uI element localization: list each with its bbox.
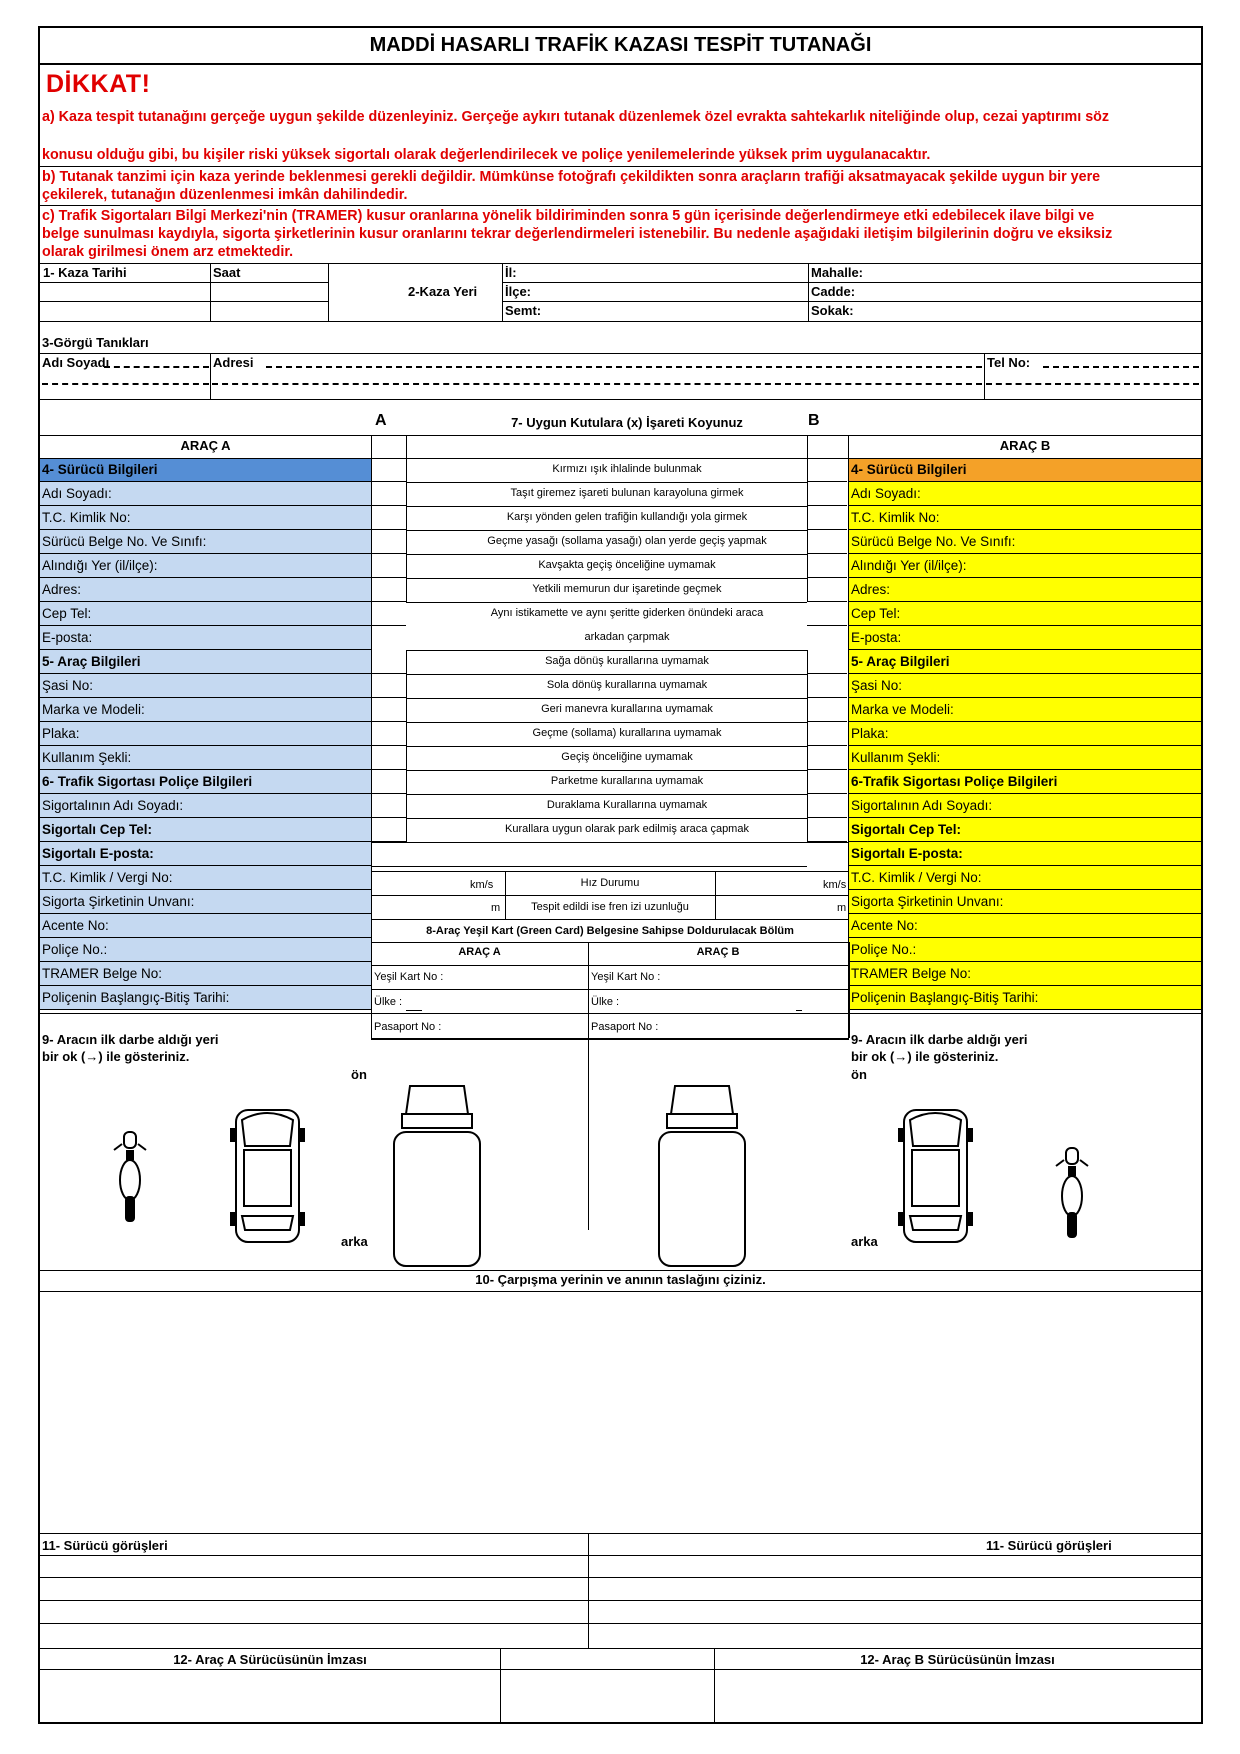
vehicle-b-field-row[interactable]: Adres:	[849, 578, 1201, 602]
rule-checkbox-a[interactable]	[372, 698, 406, 722]
province-label[interactable]: İl:	[505, 265, 517, 280]
brake-unit-b: m	[837, 902, 847, 914]
vehicle-a-field-row[interactable]: Alındığı Yer (il/ilçe):	[40, 554, 371, 578]
vehicle-b-field-row: 5- Araç Bilgileri	[849, 650, 1201, 674]
vehicle-b-field-row[interactable]: Cep Tel:	[849, 602, 1201, 626]
witness-tel-field[interactable]	[986, 370, 1199, 396]
vehicle-a-field-row[interactable]: Sigorta Şirketinin Unvanı:	[40, 890, 371, 914]
vehicle-b-field-row[interactable]: Sigortalının Adı Soyadı:	[849, 794, 1201, 818]
front-label-b: ön	[851, 1067, 867, 1082]
rule-checkbox-a[interactable]	[372, 602, 406, 626]
speed-a-field[interactable]	[374, 873, 466, 893]
rule-checkbox-a[interactable]	[372, 770, 406, 794]
motorcycle-b-icon[interactable]	[1052, 1142, 1092, 1242]
rule-checkbox-a[interactable]	[372, 458, 406, 482]
semt-label[interactable]: Semt:	[505, 303, 542, 318]
warning-c-line1: c) Trafik Sigortaları Bilgi Merkezi'nin (TRAMER) kusur oranlarına yönelik bildiriminden sonra 5 gün içerisinde değerlendirmeye etki edebilecek ilave bilgi ve	[42, 208, 1095, 224]
rule-checkbox-b[interactable]	[807, 818, 847, 842]
brake-b-field[interactable]	[718, 897, 833, 917]
rule-checkbox-b[interactable]	[807, 794, 847, 818]
rule-checkbox-a[interactable]	[372, 794, 406, 818]
rule-checkbox-a[interactable]	[372, 746, 406, 770]
rule-checkbox-b[interactable]	[807, 722, 847, 746]
vehicle-b-field-row: 4- Sürücü Bilgileri	[849, 458, 1201, 482]
witness-heading: 3-Görgü Tanıkları	[42, 335, 149, 350]
green-card-a-heading: ARAÇ A	[458, 946, 501, 958]
vehicle-a-field-row[interactable]: Sigortalının Adı Soyadı:	[40, 794, 371, 818]
rule-text: Taşıt giremez işareti bulunan karayoluna girmek	[510, 487, 744, 499]
rule-checkbox-b[interactable]	[807, 650, 847, 674]
vehicle-a-field-row[interactable]: Acente No:	[40, 914, 371, 938]
brake-a-field[interactable]	[374, 897, 486, 917]
warning-c-line3: olarak girilmesi önem arz etmektedir.	[42, 244, 294, 260]
opinion-b-field[interactable]	[590, 1556, 1199, 1646]
rule-checkbox-b[interactable]	[807, 554, 847, 578]
green-card-a-country[interactable]: Ülke :	[374, 996, 403, 1008]
rule-checkbox-a[interactable]	[372, 530, 406, 554]
signature-b-field[interactable]	[716, 1671, 1199, 1722]
witness-address-field[interactable]	[212, 370, 982, 396]
vehicle-a-heading: ARAÇ A	[180, 438, 231, 453]
rule-checkbox-b[interactable]	[807, 506, 847, 530]
vehicle-a-field-row[interactable]: Sürücü Belge No. Ve Sınıfı:	[40, 530, 371, 554]
rule-checkbox-a[interactable]	[372, 482, 406, 506]
rule-checkbox-a[interactable]	[372, 650, 406, 674]
rule-text: Kurallara uygun olarak park edilmiş araca çapmak	[505, 823, 749, 835]
vehicle-a-field-row[interactable]: E-posta:	[40, 626, 371, 650]
rear-label-a: arka	[341, 1234, 368, 1249]
vehicle-b-heading: ARAÇ B	[999, 438, 1051, 453]
form-title: MADDİ HASARLI TRAFİK KAZASI TESPİT TUTANAĞI	[369, 34, 872, 56]
rule-checkbox-a[interactable]	[372, 578, 406, 602]
signature-a-field[interactable]	[42, 1671, 498, 1722]
vehicle-a-field-row[interactable]: Cep Tel:	[40, 602, 371, 626]
rule-checkbox-b[interactable]	[807, 578, 847, 602]
speed-unit-a: km/s	[470, 879, 494, 891]
vehicle-a-field-row[interactable]: T.C. Kimlik / Vergi No:	[40, 866, 371, 890]
rule-text: Sağa dönüş kurallarına uymamak	[545, 655, 709, 667]
vehicle-b-letter: B	[808, 412, 820, 429]
vehicle-a-field-row[interactable]: Poliçe No.:	[40, 938, 371, 962]
district-label[interactable]: İlçe:	[505, 284, 532, 299]
vehicle-b-field-row[interactable]: Adı Soyadı:	[849, 482, 1201, 506]
vehicle-b-field-row[interactable]: Sigortalı E-posta:	[849, 842, 1201, 866]
neighborhood-label[interactable]: Mahalle:	[811, 265, 864, 280]
green-card-title: 8-Araç Yeşil Kart (Green Card) Belgesine Sahipse Doldurulacak Bölüm	[426, 925, 794, 937]
front-label-a: ön	[351, 1067, 367, 1082]
checkbox-title: 7- Uygun Kutulara (x) İşareti Koyunuz	[511, 415, 743, 430]
rule-checkbox-b[interactable]	[807, 770, 847, 794]
rule-text: Karşı yönden gelen trafiğin kullandığı yola girmek	[506, 511, 748, 523]
rule-text: Sola dönüş kurallarına uymamak	[546, 679, 708, 691]
rear-label-b: arka	[851, 1234, 878, 1249]
vehicle-b-field-row[interactable]: Kullanım Şekli:	[849, 746, 1201, 770]
vehicle-b-field-row[interactable]: Sigorta Şirketinin Unvanı:	[849, 890, 1201, 914]
vehicle-b-field-row[interactable]: Alındığı Yer (il/ilçe):	[849, 554, 1201, 578]
sketch-title: 10- Çarpışma yerinin ve anının taslağını çiziniz.	[475, 1272, 766, 1287]
green-card-b-country[interactable]: Ülke :	[591, 996, 620, 1008]
accident-time-field[interactable]	[213, 283, 326, 300]
accident-place-label: 2-Kaza Yeri	[408, 284, 478, 299]
rule-text: arkadan çarpmak	[584, 631, 670, 643]
rule-text: Aynı istikamette ve aynı şeritte giderken önündeki araca	[490, 607, 764, 619]
vehicle-a-field-row[interactable]: Plaka:	[40, 722, 371, 746]
rule-checkbox-b[interactable]	[807, 698, 847, 722]
witness-tel-label: Tel No:	[987, 355, 1031, 370]
accident-report-form	[38, 26, 1203, 1724]
sketch-area[interactable]	[42, 1293, 1199, 1531]
witness-name-field[interactable]	[42, 370, 208, 396]
vehicle-a-field-row[interactable]: Kullanım Şekli:	[40, 746, 371, 770]
avenue-label[interactable]: Cadde:	[811, 284, 856, 299]
truck-b-icon[interactable]	[657, 1084, 747, 1269]
warning-b-line2: çekilerek, tutanağın düzenlenmesi imkân dahilindedir.	[42, 187, 408, 203]
vehicle-a-field-row[interactable]: Marka ve Modeli:	[40, 698, 371, 722]
rule-checkbox-a[interactable]	[372, 554, 406, 578]
car-a-icon[interactable]	[230, 1106, 305, 1246]
witness-name-label: Adı Soyadı	[42, 355, 110, 370]
green-card-a-passport[interactable]: Pasaport No :	[374, 1021, 442, 1033]
vehicle-a-field-row[interactable]: Sigortalı Cep Tel:	[40, 818, 371, 842]
vehicle-b-field-row[interactable]: E-posta:	[849, 626, 1201, 650]
vehicle-b-field-row[interactable]: Sigortalı Cep Tel:	[849, 818, 1201, 842]
truck-a-icon[interactable]	[392, 1084, 482, 1269]
vehicle-b-field-row[interactable]: Marka ve Modeli:	[849, 698, 1201, 722]
vehicle-a-field-row[interactable]: T.C. Kimlik No:	[40, 506, 371, 530]
rule-text: Geçme (sollama) kurallarına uymamak	[532, 727, 722, 739]
rule-checkbox-b[interactable]	[807, 674, 847, 698]
signature-b-label: 12- Araç B Sürücüsünün İmzası	[860, 1652, 1055, 1667]
opinion-a-field[interactable]	[42, 1556, 586, 1646]
rule-text: Geçiş önceliğine uymamak	[561, 751, 693, 763]
rule-checkbox-b[interactable]	[807, 482, 847, 506]
vehicle-a-field-row[interactable]: Adı Soyadı:	[40, 482, 371, 506]
green-card-b-number[interactable]: Yeşil Kart No :	[591, 971, 661, 983]
impact-a-label: 9- Aracın ilk darbe aldığı yeri bir ok (→) ile gösteriniz.	[42, 1032, 219, 1064]
signature-a-label: 12- Araç A Sürücüsünün İmzası	[173, 1652, 367, 1667]
warning-a-line2: konusu olduğu gibi, bu kişiler riski yüksek sigortalı olarak değerlendirilecek ve poliçe yenilemelerinde yüksek prim uygulanacaktır.	[42, 147, 931, 163]
vehicle-a-field-row: 4- Sürücü Bilgileri	[40, 458, 371, 482]
vehicle-b-field-row[interactable]: Şasi No:	[849, 674, 1201, 698]
rule-checkbox-b[interactable]	[807, 458, 847, 482]
rule-text: Parketme kurallarına uymamak	[550, 775, 704, 787]
vehicle-a-field-row[interactable]: Adres:	[40, 578, 371, 602]
rule-checkbox-a[interactable]	[372, 722, 406, 746]
vehicle-b-field-row[interactable]: T.C. Kimlik / Vergi No:	[849, 866, 1201, 890]
vehicle-b-field-row[interactable]: T.C. Kimlik No:	[849, 506, 1201, 530]
warning-c-line2: belge sunulması kaydıyla, sigorta şirketlerinin kusur oranlarını tekrar değerlendirmeleri istenebilir. Bu nedenle aşağıdaki iletişim bilgilerinin doğru ve eksiksiz	[42, 226, 1113, 242]
vehicle-a-field-row: 6- Trafik Sigortası Poliçe Bilgileri	[40, 770, 371, 794]
rule-checkbox-a[interactable]	[372, 506, 406, 530]
accident-date-field[interactable]	[43, 283, 208, 300]
accident-date-label: 1- Kaza Tarihi	[43, 265, 127, 280]
accident-time-label: Saat	[213, 265, 241, 280]
rule-checkbox-b[interactable]	[807, 746, 847, 770]
warning-heading: DİKKAT!	[46, 70, 151, 98]
brake-label: Tespit edildi ise fren izi uzunluğu	[531, 901, 689, 913]
speed-label: Hız Durumu	[580, 877, 640, 889]
rule-text: Kavşakta geçiş önceliğine uymamak	[538, 559, 716, 571]
rule-text: Geri manevra kurallarına uymamak	[541, 703, 713, 715]
opinion-a-label: 11- Sürücü görüşleri	[42, 1538, 168, 1553]
vehicle-a-field-row[interactable]: TRAMER Belge No:	[40, 962, 371, 986]
green-card-b-passport[interactable]: Pasaport No :	[591, 1021, 659, 1033]
vehicle-a-field-row[interactable]: Şasi No:	[40, 674, 371, 698]
rule-checkbox-a[interactable]	[372, 674, 406, 698]
vehicle-b-field-row[interactable]: Poliçenin Başlangıç-Bitiş Tarihi:	[849, 986, 1201, 1010]
vehicle-b-field-row[interactable]: TRAMER Belge No:	[849, 962, 1201, 986]
vehicle-b-field-row[interactable]: Sürücü Belge No. Ve Sınıfı:	[849, 530, 1201, 554]
motorcycle-a-icon[interactable]	[110, 1126, 150, 1226]
rule-text: Geçme yasağı (sollama yasağı) olan yerde geçiş yapmak	[487, 535, 767, 547]
rule-checkbox-b[interactable]	[807, 530, 847, 554]
vehicle-a-letter: A	[375, 412, 387, 429]
vehicle-b-field-row: 6-Trafik Sigortası Poliçe Bilgileri	[849, 770, 1201, 794]
warning-a-line1: a) Kaza tespit tutanağını gerçeğe uygun şekilde düzenleyiniz. Gerçeğe aykırı tutanak düzenlemek özel evrakta sahtekarlık niteliğinde olup, cezai yaptırımı söz	[42, 109, 1110, 125]
brake-unit-a: m	[491, 902, 501, 914]
warning-b-line1: b) Tutanak tanzimi için kaza yerinde beklenmesi gerekli değildir. Mümkünse fotoğrafı çekildikten sonra araçların trafiği aksatmayacak şekilde uygun bir yere	[42, 169, 1101, 185]
vehicle-a-field-row[interactable]: Poliçenin Başlangıç-Bitiş Tarihi:	[40, 986, 371, 1010]
witness-address-label: Adresi	[213, 355, 254, 370]
vehicle-a-field-row: 5- Araç Bilgileri	[40, 650, 371, 674]
vehicle-b-field-row[interactable]: Acente No:	[849, 914, 1201, 938]
rule-text: Yetkili memurun dur işaretinde geçmek	[532, 583, 722, 595]
rule-text: Kırmızı ışık ihlalinde bulunmak	[552, 463, 702, 475]
rule-checkbox-b[interactable]	[807, 602, 847, 626]
vehicle-b-field-row[interactable]: Poliçe No.:	[849, 938, 1201, 962]
vehicle-b-field-row[interactable]: Plaka:	[849, 722, 1201, 746]
vehicle-a-field-row[interactable]: Sigortalı E-posta:	[40, 842, 371, 866]
green-card-b-heading: ARAÇ B	[696, 946, 740, 958]
impact-b-label: 9- Aracın ilk darbe aldığı yeri bir ok (→) ile gösteriniz.	[851, 1032, 1028, 1064]
speed-unit-b: km/s	[823, 879, 847, 891]
rule-text: Duraklama Kurallarına uymamak	[546, 799, 708, 811]
street-label[interactable]: Sokak:	[811, 303, 854, 318]
car-b-icon[interactable]	[898, 1106, 973, 1246]
rule-checkbox-a[interactable]	[372, 818, 406, 842]
speed-b-field[interactable]	[718, 873, 818, 893]
opinion-b-label: 11- Sürücü görüşleri	[986, 1538, 1112, 1553]
green-card-a-number[interactable]: Yeşil Kart No :	[374, 971, 444, 983]
